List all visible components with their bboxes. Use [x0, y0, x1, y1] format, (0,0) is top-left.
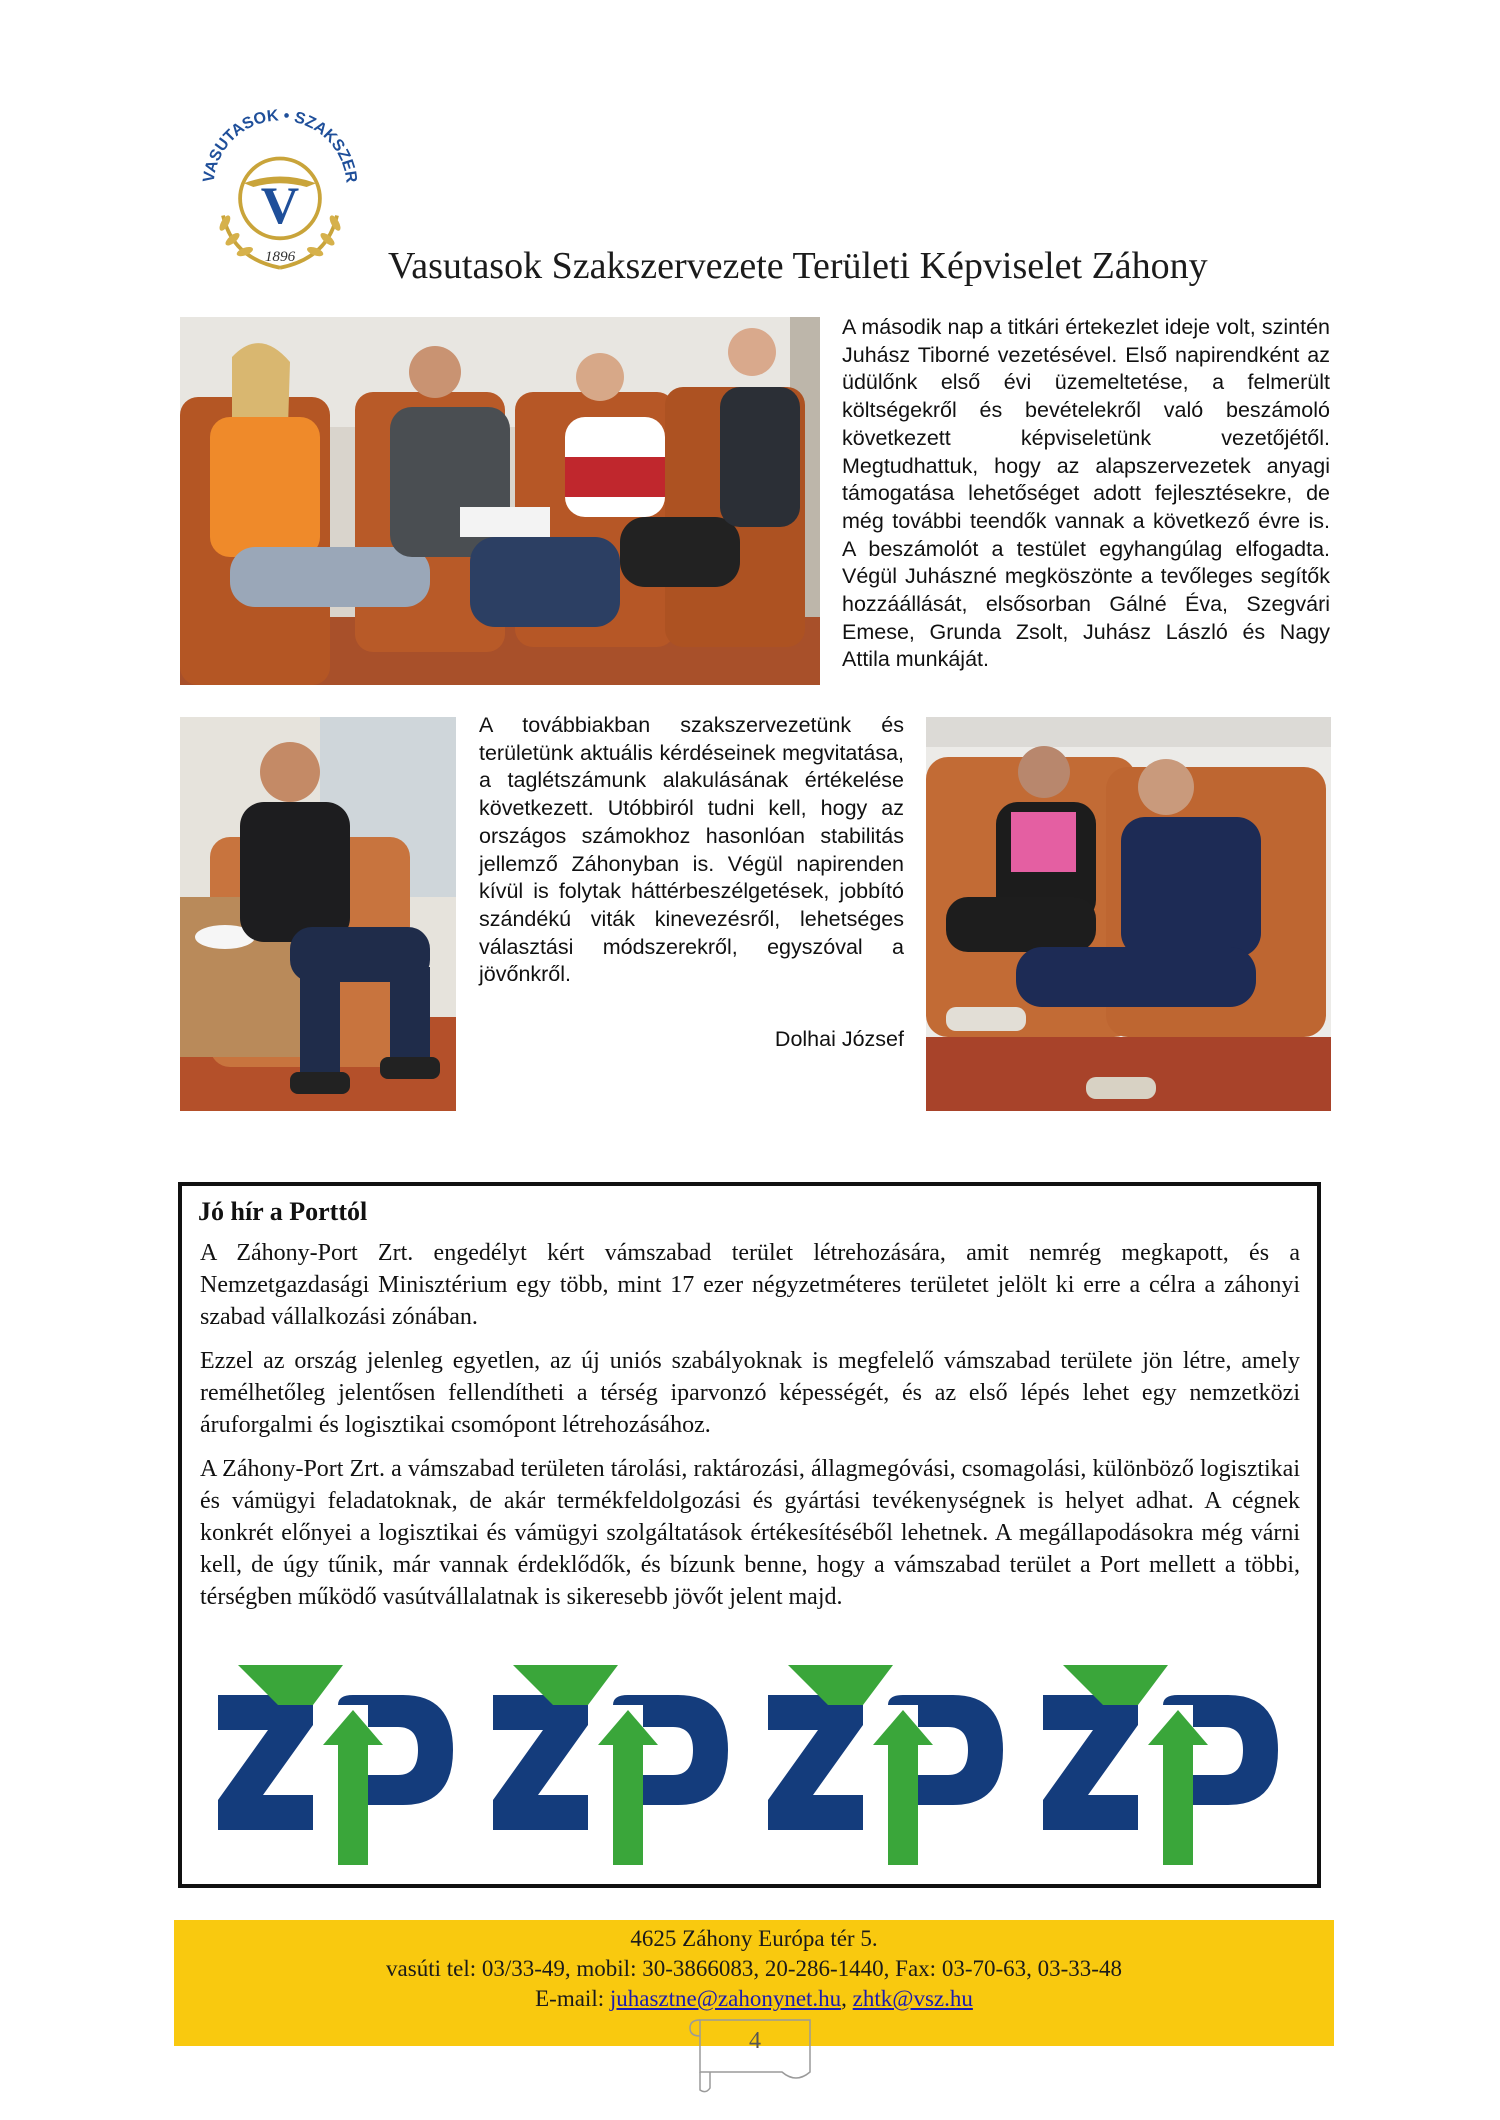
page-number: 4 [749, 2028, 761, 2054]
article-paragraph: A második nap a titkári értekezlet ideje volt, szintén Juhász Tiborné vezetésével. Első napirendként az üdülőnk első évi üzemeltetése, a felmerült költségekről és bevételekről való beszámoló következett képviseletünk vezetőjétől. Megtudhattuk, hogy az alapszervezetek anyagi támogatása lehetőséget adott fejlesztésekre, de még további teendők vannak a következő évre is. A beszámolót a testület egyhangúlag elfogadta. Végül Juhászné megköszönte a tevőleges segítők hozzáállását, elsősorban Gálné Éva, Szegvári Emese, Grunda Zsolt, Juhász László és Nagy Attila munkáját. [842, 315, 1330, 672]
email-link-zhtk[interactable]: zhtk@vsz.hu [852, 1986, 973, 2011]
news-title: Jó hír a Porttól [198, 1197, 368, 1226]
logo-ring-text: VASUTASOK • SZAKSZER [199, 106, 361, 184]
footer-email-label: E-mail: [535, 1986, 610, 2011]
page-title: Vasutasok Szakszervezete Területi Képviselet Záhony [388, 245, 1208, 287]
logo-year: 1896 [264, 248, 296, 266]
zp-logo [1043, 1665, 1278, 1865]
article-author: Dolhai József [774, 1027, 904, 1051]
footer-address: 4625 Záhony Európa tér 5. [630, 1926, 878, 1951]
couple-photo [926, 717, 1331, 1111]
man-photo [180, 717, 456, 1111]
footer-email-separator: , [841, 1986, 853, 2011]
union-logo [185, 92, 375, 282]
article-paragraph: A továbbiakban szakszervezetünk és területünk aktuális kérdéseinek megvitatása, a taglétszámunk alakulásának értékelése következett. Utóbbiról tudni kell, hogy az országos számokhoz hasonlóan stabilitás jellemző Záhonyban is. Végül napirenden kívül is folytak háttérbeszélgetések, jobbító szándékú viták kinevezésről, lehetséges választási módszerekről, egyszóval a jövőnkről. [479, 713, 904, 987]
logo-letter: V [260, 176, 300, 236]
zp-logo [218, 1665, 453, 1865]
news-paragraph: A Záhony-Port Zrt. engedélyt kért vámszabad terület létrehozására, amit nemrég megkapott, és a Nemzetgazdasági Minisztérium egy több, mint 17 ezer négyzetméteres területet jelölt ki erre a célra a záhonyi szabad vállalkozási zónában. [200, 1240, 1300, 1330]
zp-logo [768, 1665, 1003, 1865]
footer-phones: vasúti tel: 03/33-49, mobil: 30-3866083, 20-286-1440, Fax: 03-70-63, 03-33-48 [386, 1956, 1122, 1981]
zahony-port-logos [218, 1665, 1288, 1865]
news-paragraph: Ezzel az ország jelenleg egyetlen, az új uniós szabályoknak is megfelelő vámszabad területe jön létre, amely remélhetőleg jelentősen fellendítheti a térség iparvonzó képességét, és az első lépés lehet egy nemzetközi áruforgalmi és logisztikai csomópont létrehozásához. [200, 1348, 1300, 1438]
zp-logo [493, 1665, 728, 1865]
footer-email-line [174, 1986, 1334, 2012]
email-link-juhasztne[interactable]: juhasztne@zahonynet.hu [609, 1986, 842, 2011]
meeting-photo [180, 317, 820, 685]
news-paragraph: A Záhony-Port Zrt. a vámszabad területen tárolási, raktározási, állagmegóvási, csomagolási, különböző logisztikai és vámügyi feladatoknak, de akár termékfeldolgozási és gyártási tevékenységnek is helyet adhat. A cégnek konkrét előnyei a logisztikai és vámügyi szolgáltatások értékesítéséből lehetnek. A megállapodásokra még várni kell, de úgy tűnik, már vannak érdeklődők, és bízunk benne, hogy a vámszabad terület a Port mellett a többi, térségben működő vasútvállalatnak is sikeresebb jövőt jelent majd. [200, 1456, 1300, 1610]
